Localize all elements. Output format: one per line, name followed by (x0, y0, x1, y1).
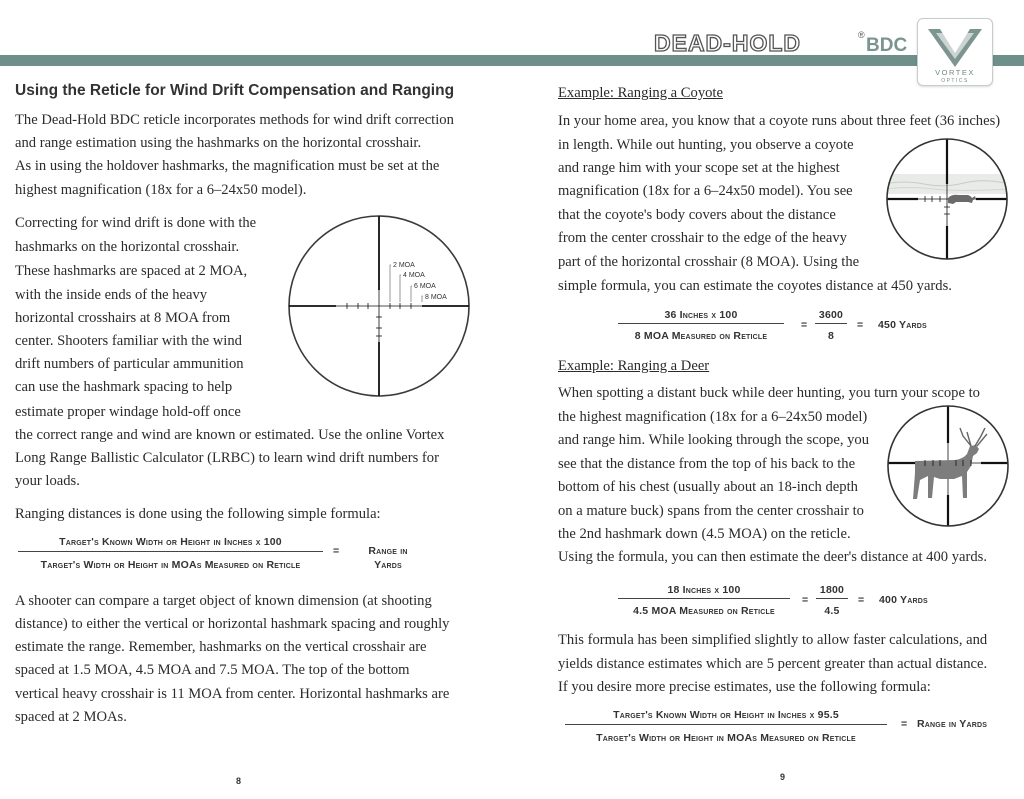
deer-line: on a mature buck) spans from the center crosshair to (558, 503, 864, 519)
deer-line: When spotting a distant buck while deer hunting, you turn your scope to (558, 385, 980, 401)
wind-line: Correcting for wind drift is done with the (15, 215, 257, 231)
closing-line: A shooter can compare a target object of known dimension (at shooting (15, 593, 432, 609)
coyote-formula-equals-2: = (857, 319, 864, 331)
formula-denominator: Target's Width or Height in MOAs Measured on Reticle (40, 559, 301, 571)
page-title: Using the Reticle for Wind Drift Compensation and Ranging (15, 82, 455, 99)
logo-text-vortex: VORTEX (935, 68, 975, 77)
coyote-formula-numerator: 36 Inches x 100 (664, 309, 738, 321)
coyote-fraction-bottom: 8 (827, 330, 835, 342)
coyote-line: simple formula, you can estimate the coyotes distance at 450 yards. (558, 278, 952, 294)
deer-line: the highest magnification (18x for a 6–24x50 model) (558, 409, 868, 425)
coyote-line: that the coyote's body covers about the distance (558, 207, 836, 223)
reticle-label-8moa: 8 MOA (425, 294, 447, 301)
precise-formula-rule (565, 724, 887, 725)
brand-wordmark: DEAD-HOLD (654, 30, 801, 56)
page-number-right: 9 (780, 772, 786, 782)
wind-line: with the inside ends of the heavy (15, 287, 208, 303)
deer-formula-numerator: 18 Inches x 100 (667, 584, 741, 596)
wind-line: horizontal crosshairs at 8 MOA from (15, 310, 231, 326)
deer-formula-equals-2: = (858, 594, 865, 606)
registered-mark: ® (858, 30, 865, 40)
wind-line: can use the hashmark spacing to help (15, 379, 233, 395)
wind-line: hashmarks on the horizontal crosshair. (15, 239, 240, 255)
wind-line: These hashmarks are spaced at 2 MOA, (15, 263, 248, 279)
coyote-line: In your home area, you know that a coyote runs about three feet (36 inches) (558, 113, 1001, 129)
coyote-line: magnification (18x for a 6–24x50 model). You see (558, 183, 853, 199)
formula-numerator: Target's Known Width or Height in Inches x 100 (59, 536, 282, 548)
coyote-fraction-rule (815, 323, 847, 324)
simplified-line: yields distance estimates which are 5 percent greater than actual distance. (558, 656, 988, 672)
deer-formula-denominator: 4.5 MOA Measured on Reticle (633, 605, 775, 617)
closing-line: spaced at 2 MOAs. (15, 709, 127, 725)
coyote-fraction-top: 3600 (818, 309, 844, 321)
reticle-wind-illustration (284, 212, 474, 402)
brand-bdc: BDC (866, 35, 908, 56)
wind-line: the correct range and wind are known or estimated. Use the online Vortex (15, 427, 445, 443)
precise-formula-numerator: Target's Known Width or Height in Inches x 95.5 (613, 709, 839, 721)
formula-rule (18, 551, 323, 552)
coyote-line: part of the horizontal crosshair (8 MOA). Using the (558, 254, 860, 270)
intro-line: The Dead-Hold BDC reticle incorporates methods for wind drift correction (15, 112, 454, 128)
closing-line: estimate the range. Remember, hashmarks on the vertical crosshair are (15, 639, 427, 655)
header-band (0, 55, 1024, 66)
deer-fraction-rule (816, 598, 848, 599)
wind-line: estimate proper windage hold-off once (15, 404, 241, 420)
simplified-line: This formula has been simplified slightly to allow faster calculations, and (558, 632, 988, 648)
intro-line: highest magnification (18x for a 6–24x50 model). (15, 182, 307, 198)
deer-line: and range him. While looking through the scope, you (558, 432, 870, 448)
deer-heading: Example: Ranging a Deer (558, 358, 710, 374)
coyote-scope-illustration (884, 136, 1010, 262)
deer-formula-equals: = (802, 594, 809, 606)
deer-result: 400 Yards (879, 594, 928, 606)
ranging-intro: Ranging distances is done using the following simple formula: (15, 506, 381, 522)
page-number-left: 8 (236, 776, 242, 786)
closing-line: spaced at 1.5 MOA, 4.5 MOA and 7.5 MOA. The top of the bottom (15, 662, 410, 678)
logo-text-optics: OPTICS (941, 78, 969, 84)
vortex-logo-icon (918, 19, 992, 85)
coyote-line: and range him with your scope set at the highest (558, 160, 840, 176)
coyote-result: 450 Yards (878, 319, 927, 331)
precise-formula-denominator: Target's Width or Height in MOAs Measured on Reticle (596, 732, 856, 744)
deer-fraction-bottom: 4.5 (824, 605, 840, 617)
formula-result-top: Range in (368, 545, 408, 557)
precise-formula-equals: = (901, 718, 908, 730)
coyote-formula-denominator: 8 MOA Measured on Reticle (634, 330, 768, 342)
wind-line: drift numbers of particular ammunition (15, 356, 244, 372)
deer-line: bottom of his chest (usually about an 18-inch depth (558, 479, 858, 495)
precise-formula-result: Range in Yards (917, 718, 988, 730)
wind-line: your loads. (15, 473, 80, 489)
coyote-line: from the center crosshair to the edge of the heavy (558, 230, 847, 246)
deer-line: Using the formula, you can then estimate the deer's distance at 400 yards. (558, 549, 987, 565)
simplified-line: If you desire more precise estimates, use the following formula: (558, 679, 931, 695)
deer-formula-rule (618, 598, 790, 599)
coyote-heading: Example: Ranging a Coyote (558, 85, 723, 101)
intro-line: As in using the holdover hashmarks, the magnification must be set at the (15, 158, 440, 174)
deer-line: see that the distance from the top of his back to the (558, 456, 856, 472)
formula-result-bottom: Yards (374, 559, 402, 571)
wind-line: center. Shooters familiar with the wind (15, 333, 242, 349)
deer-fraction-top: 1800 (819, 584, 845, 596)
wind-line: Long Range Ballistic Calculator (LRBC) to learn wind drift numbers for (15, 450, 439, 466)
deer-scope-illustration (885, 403, 1011, 529)
vortex-logo (917, 18, 993, 86)
formula-equals: = (333, 545, 340, 557)
intro-line: and range estimation using the hashmarks on the horizontal crosshair. (15, 135, 422, 151)
closing-line: vertical heavy crosshair is 11 MOA from center. Horizontal hashmarks are (15, 686, 450, 702)
reticle-label-4moa: 4 MOA (403, 272, 425, 279)
coyote-formula-equals: = (801, 319, 808, 331)
closing-line: distance) to either the vertical or horizontal hashmark spacing and roughly (15, 616, 450, 632)
reticle-label-6moa: 6 MOA (414, 283, 436, 290)
reticle-label-2moa: 2 MOA (393, 262, 415, 269)
coyote-line: in length. While out hunting, you observe a coyote (558, 137, 854, 153)
deer-line: the 2nd hashmark down (4.5 MOA) on the reticle. (558, 526, 851, 542)
coyote-formula-rule (618, 323, 784, 324)
